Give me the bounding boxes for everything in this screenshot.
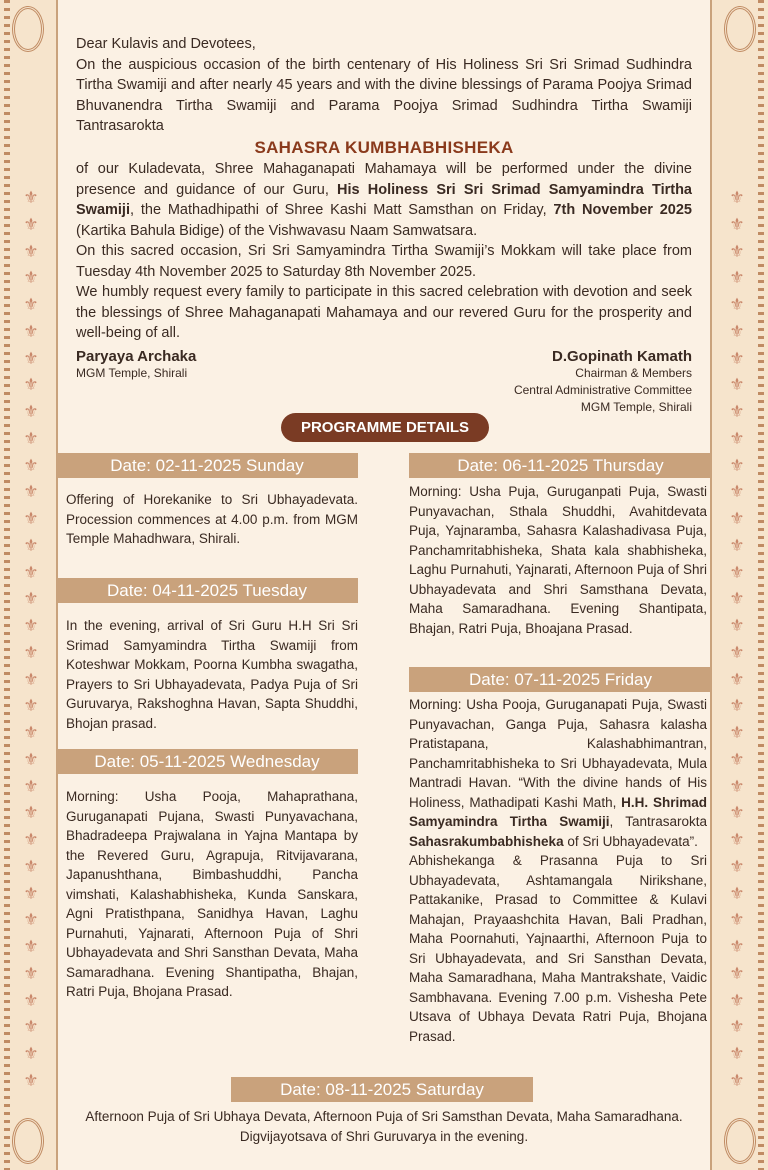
floral-motif-icon: ⚜ bbox=[729, 803, 745, 824]
floral-motif-icon: ⚜ bbox=[729, 348, 745, 369]
floral-motif-icon: ⚜ bbox=[23, 749, 39, 770]
rosette-ornament-icon bbox=[724, 1118, 756, 1164]
floral-motif-icon: ⚜ bbox=[23, 428, 39, 449]
signatory-line: MGM Temple, Shirali bbox=[580, 400, 692, 414]
invitation-letter bbox=[76, 34, 692, 344]
floral-motif-icon: ⚜ bbox=[23, 616, 39, 636]
floral-motif-icon: ⚜ bbox=[729, 402, 745, 422]
floral-motif-icon: ⚜ bbox=[23, 375, 39, 396]
floral-motif-icon: ⚜ bbox=[729, 776, 745, 797]
floral-motif-icon: ⚜ bbox=[729, 642, 745, 663]
floral-motif-icon: ⚜ bbox=[729, 589, 745, 610]
mokkam-paragraph: On this sacred occasion, Sri Sri Samyamindra Tirtha Swamiji’s Mokkam will take place from Tuesday 4th November 2025 to Saturday 8th November 2025. bbox=[76, 243, 692, 280]
floral-motif-icon: ⚜ bbox=[23, 910, 39, 931]
floral-motif-icon: ⚜ bbox=[729, 428, 745, 449]
floral-motif-icon: ⚜ bbox=[729, 1044, 745, 1064]
floral-motif-icon: ⚜ bbox=[23, 295, 39, 315]
floral-motif-icon: ⚜ bbox=[23, 883, 39, 904]
date-header-day1: Date: 02-11-2025 Sunday bbox=[56, 453, 358, 478]
floral-motif-icon: ⚜ bbox=[23, 455, 39, 476]
floral-motif-icon: ⚜ bbox=[729, 188, 745, 208]
floral-motif-icon: ⚜ bbox=[729, 509, 745, 529]
floral-motif-icon: ⚜ bbox=[729, 883, 745, 904]
signatory-name: Paryaya Archaka bbox=[76, 348, 197, 365]
event-paragraph: of our Kuladevata, Shree Mahaganapati Mahamaya will be performed under the divine presence and guidance of our Guru, His Holiness Sri Sri Srimad Samyamindra Tirtha Swamiji, the Mathadhipathi of Shree Kashi Matt Samsthan on Friday, 7th November 2025 (Kartika Bahula Bidige) of the Vishwavasu Naam Samwatsara. bbox=[76, 161, 692, 239]
programme-day2-text: In the evening, arrival of Sri Guru H.H Sri Sri Srimad Samyamindra Tirtha Swamiji from Koteshwar Mokkam, Poorna Kumbha swagatha, Prayers to Sri Ubhayadevata, Padya Puja of Sri Guruvarya, Rakshoghna Havan, Sapta Shuddhi, Bhojan prasad. bbox=[66, 618, 358, 731]
date-header-day5: Date: 07-11-2025 Friday bbox=[409, 667, 712, 692]
floral-motif-icon: ⚜ bbox=[23, 348, 39, 369]
floral-motif-icon: ⚜ bbox=[23, 990, 39, 1011]
floral-motif-icon: ⚜ bbox=[23, 241, 39, 262]
signatory-line: Central Administrative Committee bbox=[513, 383, 692, 397]
floral-motif-icon: ⚜ bbox=[729, 723, 745, 743]
floral-motif-icon: ⚜ bbox=[23, 669, 39, 690]
floral-motif-icon: ⚜ bbox=[23, 803, 39, 824]
floral-motif-icon: ⚜ bbox=[729, 455, 745, 476]
floral-motif-icon: ⚜ bbox=[23, 589, 39, 610]
date-header-day6: Date: 08-11-2025 Saturday bbox=[231, 1077, 533, 1102]
signatory-name: D.Gopinath Kamath bbox=[551, 348, 692, 365]
floral-motif-icon: ⚜ bbox=[23, 1017, 39, 1038]
floral-motif-icon: ⚜ bbox=[729, 1017, 745, 1038]
floral-motif-icon: ⚜ bbox=[23, 937, 39, 957]
floral-motif-icon: ⚜ bbox=[729, 241, 745, 262]
floral-motif-icon: ⚜ bbox=[729, 990, 745, 1011]
event-date: 7th November 2025 bbox=[553, 202, 692, 218]
floral-motif-icon: ⚜ bbox=[23, 562, 39, 583]
floral-motif-icon: ⚜ bbox=[23, 268, 39, 289]
programme-day1-text: Offering of Horekanike to Sri Ubhayadevata. Procession commences at 4.00 p.m. from MGM Temple Mahadhwara, Shirali. bbox=[66, 492, 358, 546]
signatory-right bbox=[514, 348, 692, 416]
programme-day3-text: Morning: Usha Pooja, Mahaprathana, Guruganapati Pujana, Swasti Punyavachana, Bhadradeepa Prajwalana in Yajna Mantapa by the Revered Guru, Agrapuja, Ritvijavarana, Japanushthana, Bimbashuddhi, Pancha vimshati, Kalashabhisheka, Kunda Sanskara, Agni Pratisthpana, Sanidhya Havan, Laghu Purnahuti, Yajnarati, Afternoon Puja of Shri Ubhayadevata and Shri Sansthan Devata, Maha Samaradhana. Evening Shantipatha, Bhajan, Ratri Puja, Bhojana Prasad. bbox=[66, 789, 358, 999]
rosette-ornament-icon bbox=[724, 6, 756, 52]
programme-heading: PROGRAMME DETAILS bbox=[281, 413, 489, 442]
signatory-line: MGM Temple, Shirali bbox=[76, 366, 188, 380]
floral-motif-icon: ⚜ bbox=[23, 1070, 39, 1091]
date-header-day2: Date: 04-11-2025 Tuesday bbox=[56, 578, 358, 603]
signatory-left bbox=[76, 348, 196, 382]
floral-motif-icon: ⚜ bbox=[23, 963, 39, 984]
floral-motif-icon: ⚜ bbox=[729, 214, 745, 235]
floral-motif-icon: ⚜ bbox=[729, 856, 745, 877]
floral-motif-icon: ⚜ bbox=[23, 696, 39, 717]
floral-motif-icon: ⚜ bbox=[23, 509, 39, 529]
floral-motif-icon: ⚜ bbox=[729, 562, 745, 583]
intro-paragraph: On the auspicious occasion of the birth centenary of His Holiness Sri Sri Srimad Sudhindra Tirtha Swamiji and after nearly 45 years and with the divine blessings of Parama Poojya Srimad Bhuvanendra Tirtha Swamiji and Parama Poojya Srimad Sudhindra Tirtha Swamiji Tantrasarokta bbox=[76, 56, 692, 134]
programme-day4-text: Morning: Usha Puja, Guruganpati Puja, Swasti Punyavachan, Sthala Shuddhi, Avahitdevata Puja, Yajnaramba, Sahasra Kalashadivasa Puja, Panchamritabhisheka, Shata kala shabhisheka, Laghu Purnahuti, Yajnarati, Afternoon Puja of Shri Ubhayadevata and Shri Samsthana Devata, Maha Samaradhana. Evening Shantipata, Bhajan, Ratri Puja, Bhoajana Prasad. bbox=[409, 484, 707, 636]
floral-motif-icon: ⚜ bbox=[23, 402, 39, 422]
programme-day5-text: Morning: Usha Pooja, Guruganapati Puja, Swasti Punyavachan, Ganga Puja, Sahasra kalasha Pratistapana, Kalashabhimantran, Panchamritabhisheka to Sri Ubhayadevata, Mula Mantradi Havan. “With the divine hands of His Holiness, Mathadipati Kashi Math, H.H. Shrimad Samyamindra Tirtha Swamiji, Tantrasarokta Sahasrakumbabhisheka of Sri Ubhayadevata”. Abhishekanga & Prasanna Puja to Sri Ubhayadevata, Ashtamangala Nirikshane, Pattakanike, Prasad to Committee & Kulavi Mahajan, Prayaashchita Havan, Bali Pradhan, Maha Poornahuti, Yajnaarthi, Afternoon Puja to Sri Ubhayadevata, and Sri Sansthan Devata, Maha Samaradhana, Maha Mantrakshate, Vaidic Sambhavana. Evening 7.00 p.m. Vishesha Pete Utsava of Ubhaya Devata Ratri Puja, Bhojana Prasad. bbox=[409, 697, 707, 1044]
floral-motif-icon: ⚜ bbox=[729, 963, 745, 984]
floral-motif-icon: ⚜ bbox=[23, 856, 39, 877]
rosette-ornament-icon bbox=[12, 1118, 44, 1164]
floral-motif-icon: ⚜ bbox=[23, 723, 39, 743]
floral-motif-icon: ⚜ bbox=[729, 268, 745, 289]
floral-motif-icon: ⚜ bbox=[23, 776, 39, 797]
left-decorative-border bbox=[0, 0, 58, 1170]
invitation-content bbox=[56, 0, 712, 1170]
floral-motif-icon: ⚜ bbox=[23, 321, 39, 342]
guru-name: His Holiness Sri Sri Srimad Samyamindra Tirtha Swamiji bbox=[76, 181, 692, 218]
right-decorative-border bbox=[710, 0, 768, 1170]
floral-motif-icon: ⚜ bbox=[729, 295, 745, 315]
request-paragraph: We humbly request every family to participate in this sacred celebration with devotion and seek the blessings of Shree Mahaganapati Mahamaya and our revered Guru for the prosperity and well-being of all. bbox=[76, 284, 692, 341]
floral-motif-icon: ⚜ bbox=[729, 1070, 745, 1091]
floral-motif-icon: ⚜ bbox=[23, 1044, 39, 1064]
rosette-ornament-icon bbox=[12, 6, 44, 52]
guru-name: H.H. Shrimad Samyamindra Tirtha Swamiji bbox=[409, 794, 707, 829]
date-header-day4: Date: 06-11-2025 Thursday bbox=[409, 453, 712, 478]
floral-motif-icon: ⚜ bbox=[23, 188, 39, 208]
floral-motif-icon: ⚜ bbox=[23, 830, 39, 850]
programme-day6-text: Afternoon Puja of Sri Ubhaya Devata, Afternoon Puja of Sri Samsthan Devata, Maha Samaradhana. Digvijayotsava of Shri Guruvarya in the evening. bbox=[85, 1109, 683, 1144]
event-title: SAHASRA KUMBHABHISHEKA bbox=[254, 137, 514, 157]
floral-motif-icon: ⚜ bbox=[23, 642, 39, 663]
floral-motif-icon: ⚜ bbox=[729, 910, 745, 931]
floral-motif-icon: ⚜ bbox=[729, 830, 745, 850]
floral-motif-icon: ⚜ bbox=[729, 321, 745, 342]
floral-motif-icon: ⚜ bbox=[23, 535, 39, 556]
ritual-name: Sahasrakumbabhisheka bbox=[409, 833, 564, 849]
floral-motif-icon: ⚜ bbox=[23, 214, 39, 235]
greeting: Dear Kulavis and Devotees, bbox=[76, 36, 256, 52]
date-header-day3: Date: 05-11-2025 Wednesday bbox=[56, 749, 358, 774]
floral-motif-icon: ⚜ bbox=[729, 749, 745, 770]
signatory-line: Chairman & Members bbox=[575, 366, 692, 380]
floral-motif-icon: ⚜ bbox=[729, 482, 745, 503]
floral-motif-icon: ⚜ bbox=[729, 937, 745, 957]
floral-motif-icon: ⚜ bbox=[729, 616, 745, 636]
floral-motif-icon: ⚜ bbox=[729, 696, 745, 717]
floral-motif-icon: ⚜ bbox=[729, 669, 745, 690]
floral-motif-icon: ⚜ bbox=[23, 482, 39, 503]
floral-motif-icon: ⚜ bbox=[729, 375, 745, 396]
floral-motif-icon: ⚜ bbox=[729, 535, 745, 556]
